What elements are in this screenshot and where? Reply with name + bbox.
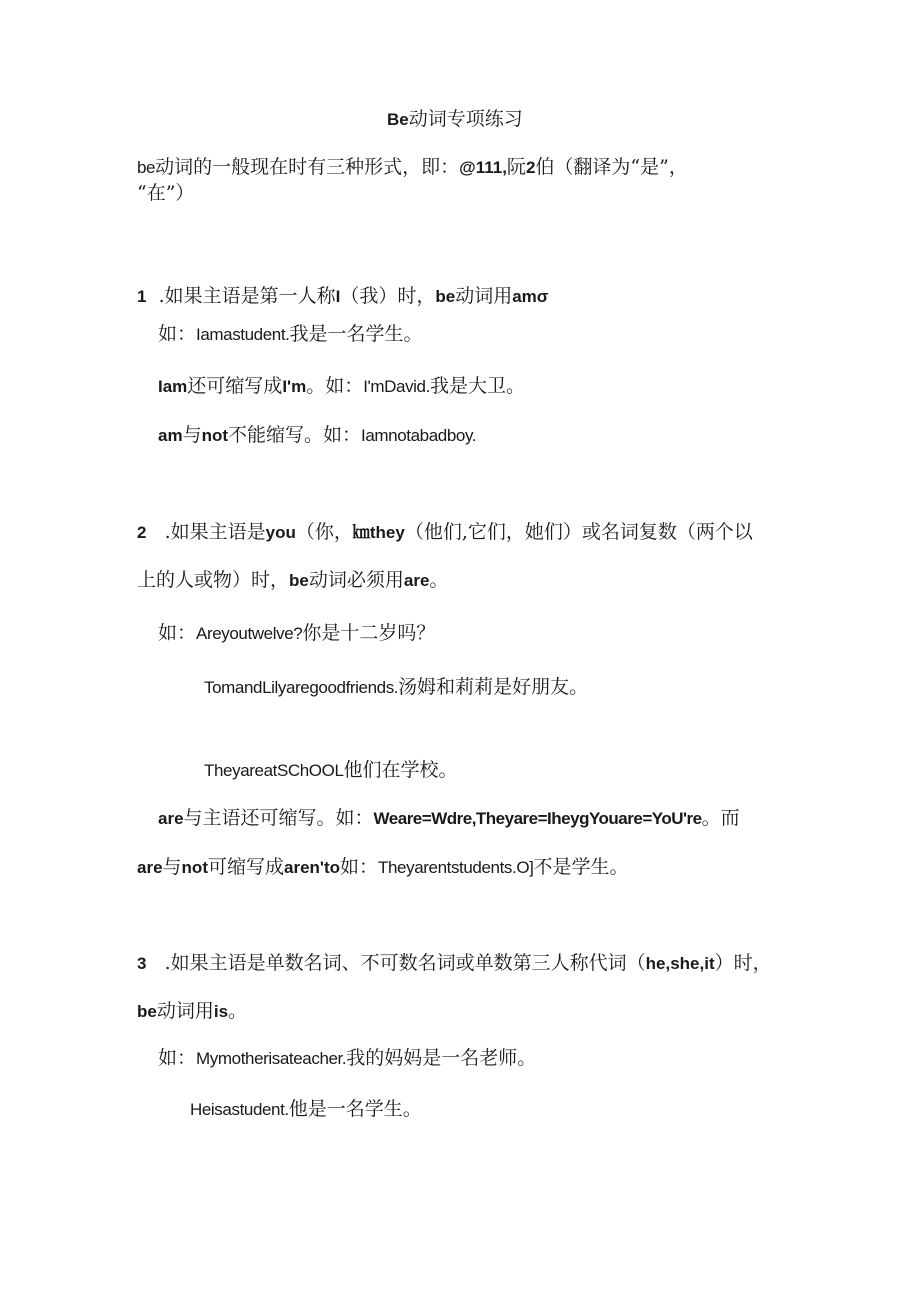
rule2-example-3: TheyareatSChOOL他们在学校。 xyxy=(204,759,458,781)
rule2-heading-cont: 上的人或物）时，be动词必须用are。 xyxy=(137,569,449,591)
rule3-heading-cont: be动词用is。 xyxy=(137,1000,248,1022)
rule3-example-2: Heisastudent.他是一名学生。 xyxy=(190,1098,422,1120)
rule2-example-4: are与主语还可缩写。如：Weare=Wdre,Theyare=IheygYouare=YoU're。而 xyxy=(158,807,740,829)
rule1-example-2: Iam还可缩写成I'm。如：I'mDavid.我是大卫。 xyxy=(158,375,525,397)
title-text: 动词专项练习 xyxy=(408,108,523,130)
intro-line-2: “在”） xyxy=(137,182,195,204)
rule2-example-2: TomandLilyaregoodfriends.汤姆和莉莉是好朋友。 xyxy=(204,676,589,698)
rule2-example-5: are与not可缩写成aren'to如：Theyarentstudents.O]不是学生。 xyxy=(137,856,629,878)
rule2-example-1: 如：Areyoutwelve?你是十二岁吗？ xyxy=(158,622,436,644)
rule3-example-1: 如：Mymotherisateacher.我的妈妈是一名老师。 xyxy=(158,1047,537,1069)
intro-line-1: be动词的一般现在时有三种形式，即：@111,阮2伯（翻译为“是”， xyxy=(137,156,688,178)
rule1-heading: 1 .如果主语是第一人称I（我）时，be动词用amσ xyxy=(137,285,549,307)
page-title xyxy=(387,107,523,132)
rule1-example-3: am与not不能缩写。如：Iamnotabadboy. xyxy=(158,424,477,446)
rule1-example-1: 如：Iamastudent.我是一名学生。 xyxy=(158,323,423,345)
rule2-heading: 2 .如果主语是you（你，㎞they（他们,它们，她们）或名词复数（两个以 xyxy=(137,521,753,543)
rule3-heading: 3 .如果主语是单数名词、不可数名词或单数第三人称代词（he,she,it）时， xyxy=(137,952,772,974)
title-be: Be xyxy=(387,110,409,129)
